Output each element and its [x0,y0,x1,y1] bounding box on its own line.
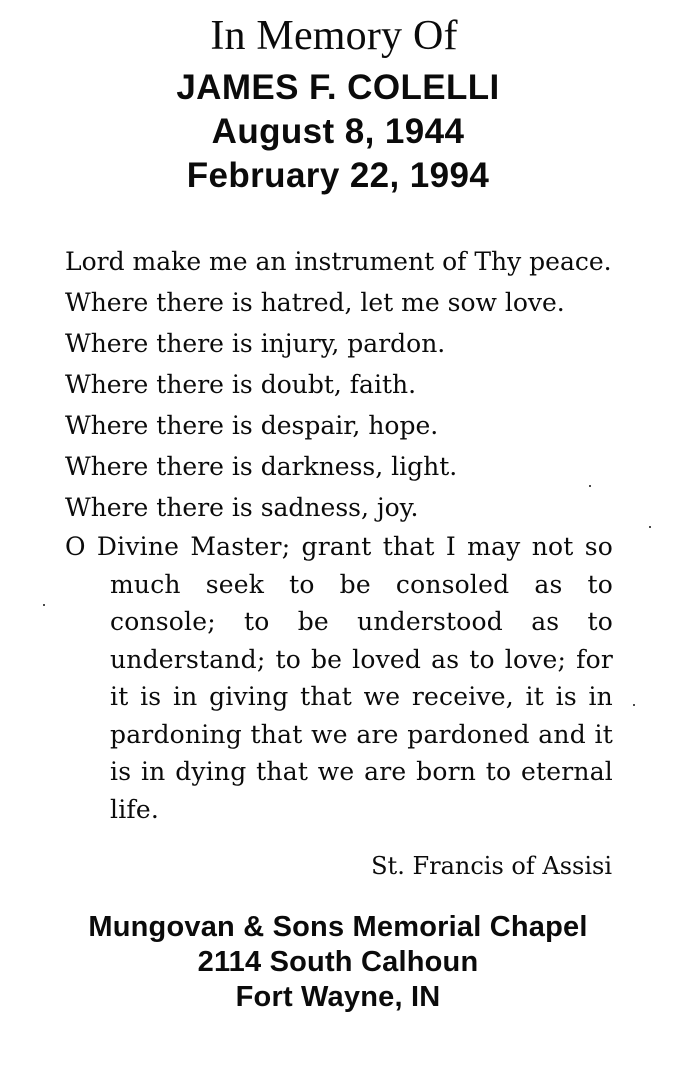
death-date: February 22, 1994 [186,156,490,195]
prayer-line: Where there is despair, hope. [65,411,439,440]
prayer-line: Where there is doubt, faith. [65,370,417,399]
prayer-line: Where there is hatred, let me sow love. [65,288,565,317]
prayer-attribution: St. Francis of Assisi [371,852,612,880]
chapel-name: Mungovan & Sons Memorial Chapel [88,911,588,943]
prayer-paragraph: O Divine Master; grant that I may not so much seek to be consoled as to console; to be understood as to understand; to be loved as to love; for it is in giving that we receive, it is in pardoning that we are pardoned and it is in dying that we are born to eternal life. [65,532,613,824]
memorial-pretitle: In Memory Of [210,13,458,59]
scan-speck [649,526,651,528]
prayer-line: Where there is injury, pardon. [65,329,446,358]
chapel-address: 2114 South Calhoun [197,946,479,978]
scan-speck [589,485,591,487]
funeral-home-info [0,910,676,1015]
scan-speck [43,604,45,606]
prayer-text [65,241,613,828]
birth-date: August 8, 1944 [211,112,465,151]
scan-speck [633,704,635,706]
prayer-line: Where there is sadness, joy. [65,493,419,522]
prayer-line: Where there is darkness, light. [65,452,458,481]
memorial-header [0,6,676,198]
prayer-line: Lord make me an instrument of Thy peace. [65,247,612,276]
deceased-name: JAMES F. COLELLI [176,68,500,107]
chapel-city: Fort Wayne, IN [235,981,441,1013]
